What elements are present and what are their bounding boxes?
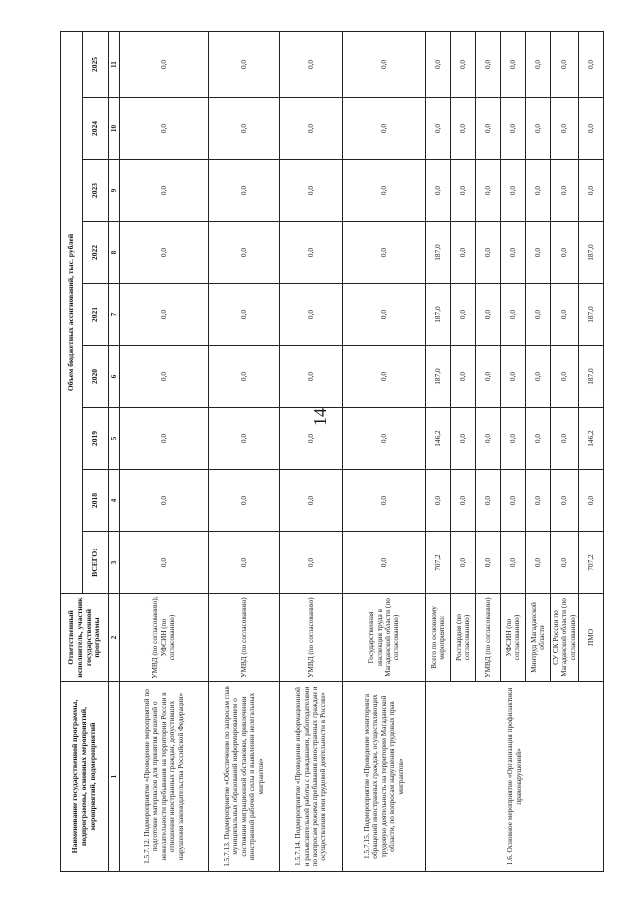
- activity-name: 1.6. Основное мероприятие «Организация профилактики правонарушений»: [426, 682, 604, 872]
- value-cell: 0,0: [120, 470, 209, 532]
- column-index: 7: [109, 284, 120, 346]
- value-cell: 187,0: [426, 346, 451, 408]
- header-year: 2019: [83, 408, 109, 470]
- value-cell: 0,0: [501, 408, 526, 470]
- budget-table: [60, 31, 604, 872]
- value-cell: 146,2: [426, 408, 451, 470]
- column-index: 5: [109, 408, 120, 470]
- header-executor-column: Ответственный исполнитель, участник государственной программы: [61, 594, 109, 682]
- column-index: 3: [109, 532, 120, 594]
- value-cell: 0,0: [476, 98, 501, 160]
- value-cell: 0,0: [426, 470, 451, 532]
- executor: Росгвардия (по согласованию): [451, 594, 476, 682]
- value-cell: 187,0: [579, 222, 604, 284]
- value-cell: 0,0: [280, 470, 343, 532]
- value-cell: 0,0: [501, 532, 526, 594]
- value-cell: 0,0: [551, 346, 579, 408]
- value-cell: 0,0: [526, 284, 551, 346]
- value-cell: 0,0: [426, 31, 451, 97]
- header-year: 2025: [83, 31, 109, 97]
- value-cell: 0,0: [526, 532, 551, 594]
- executor: УМВД (по согласованию): [209, 594, 280, 682]
- value-cell: 0,0: [209, 470, 280, 532]
- index-row: [109, 31, 120, 871]
- column-index: 10: [109, 98, 120, 160]
- value-cell: 0,0: [526, 31, 551, 97]
- value-cell: 187,0: [426, 284, 451, 346]
- value-cell: 0,0: [280, 31, 343, 97]
- header-year: 2018: [83, 470, 109, 532]
- header-year: 2024: [83, 98, 109, 160]
- value-cell: 0,0: [120, 222, 209, 284]
- value-cell: 0,0: [551, 284, 579, 346]
- value-cell: 0,0: [343, 532, 426, 594]
- column-index: 8: [109, 222, 120, 284]
- value-cell: 0,0: [526, 470, 551, 532]
- executor: УМВД (по согласованию): [280, 594, 343, 682]
- value-cell: 0,0: [451, 222, 476, 284]
- value-cell: 0,0: [280, 222, 343, 284]
- table-row: [120, 31, 209, 871]
- value-cell: 0,0: [209, 31, 280, 97]
- value-cell: 0,0: [551, 31, 579, 97]
- value-cell: 0,0: [579, 160, 604, 222]
- value-cell: 0,0: [501, 470, 526, 532]
- value-cell: 0,0: [280, 346, 343, 408]
- value-cell: 0,0: [280, 408, 343, 470]
- value-cell: 0,0: [526, 222, 551, 284]
- value-cell: 0,0: [526, 98, 551, 160]
- column-index: 4: [109, 470, 120, 532]
- value-cell: 0,0: [209, 222, 280, 284]
- value-cell: 146,2: [579, 408, 604, 470]
- value-cell: 0,0: [526, 408, 551, 470]
- value-cell: 0,0: [343, 408, 426, 470]
- value-cell: 0,0: [120, 408, 209, 470]
- value-cell: 0,0: [476, 31, 501, 97]
- executor: Государственная инспекция труда в Магаданской области (по согласованию): [343, 594, 426, 682]
- value-cell: 0,0: [209, 346, 280, 408]
- value-cell: 187,0: [579, 284, 604, 346]
- value-cell: 0,0: [209, 98, 280, 160]
- executor: Минтруд Магаданской области: [526, 594, 551, 682]
- value-cell: 0,0: [501, 346, 526, 408]
- table-row: [343, 31, 426, 871]
- value-cell: 0,0: [526, 160, 551, 222]
- value-cell: 0,0: [209, 160, 280, 222]
- value-cell: 0,0: [501, 222, 526, 284]
- value-cell: 0,0: [551, 222, 579, 284]
- value-cell: 0,0: [209, 532, 280, 594]
- page-number: 14: [310, 408, 330, 426]
- value-cell: 0,0: [120, 98, 209, 160]
- header-year: 2020: [83, 346, 109, 408]
- header-year: 2021: [83, 284, 109, 346]
- header-year: 2022: [83, 222, 109, 284]
- value-cell: 0,0: [551, 160, 579, 222]
- value-cell: 0,0: [579, 31, 604, 97]
- table-header: [61, 31, 109, 871]
- value-cell: 0,0: [343, 346, 426, 408]
- value-cell: 0,0: [579, 470, 604, 532]
- value-cell: 707,2: [579, 532, 604, 594]
- value-cell: 0,0: [343, 160, 426, 222]
- value-cell: 0,0: [501, 284, 526, 346]
- value-cell: 0,0: [280, 98, 343, 160]
- value-cell: 0,0: [120, 31, 209, 97]
- value-cell: 0,0: [476, 222, 501, 284]
- value-cell: 0,0: [551, 408, 579, 470]
- executor: УФСИН (по согласованию): [501, 594, 526, 682]
- executor: СУ СК России по Магаданской области (по согласованию): [551, 594, 579, 682]
- value-cell: 0,0: [120, 532, 209, 594]
- value-cell: 0,0: [526, 346, 551, 408]
- header-total: ВСЕГО:: [83, 532, 109, 594]
- value-cell: 0,0: [343, 470, 426, 532]
- value-cell: 0,0: [501, 31, 526, 97]
- value-cell: 187,0: [426, 222, 451, 284]
- column-index: 1: [109, 682, 120, 872]
- table-row: [280, 31, 343, 871]
- activity-name: 1.5.7.15. Подмероприятие «Проведение мониторинга обращений иностранных граждан, осуществляющих трудовую деятельность на территории Магаданской области, по вопросам нарушения трудовых прав мигрантов»: [343, 682, 426, 872]
- value-cell: 0,0: [476, 160, 501, 222]
- value-cell: 0,0: [343, 284, 426, 346]
- value-cell: 0,0: [120, 346, 209, 408]
- column-index: 9: [109, 160, 120, 222]
- value-cell: 707,2: [426, 532, 451, 594]
- activity-name: 1.5.7.12. Подмероприятие «Проведение мероприятий по подготовке материалов для принятия решений о нежелательности пребывания на территории России в отношении иностранных граждан, допустивших нарушения законодательства Российской Федерации»: [120, 682, 209, 872]
- table-row: [209, 31, 280, 871]
- value-cell: 0,0: [451, 284, 476, 346]
- value-cell: 0,0: [476, 532, 501, 594]
- value-cell: 0,0: [579, 98, 604, 160]
- value-cell: 0,0: [343, 222, 426, 284]
- value-cell: 0,0: [451, 160, 476, 222]
- value-cell: 0,0: [343, 31, 426, 97]
- value-cell: 0,0: [501, 98, 526, 160]
- executor: Всего по основному мероприятию:: [426, 594, 451, 682]
- value-cell: 0,0: [451, 408, 476, 470]
- value-cell: 0,0: [120, 160, 209, 222]
- value-cell: 0,0: [451, 346, 476, 408]
- executor: УМВД (по согласованию): [476, 594, 501, 682]
- header-year: 2023: [83, 160, 109, 222]
- activity-name: 1.5.7.14. Подмероприятие «Проведение информационной и разъяснительной работы с гражданами, работодателями по вопросам режима пребывания иностранных граждан и осуществления ими трудовой деятельности в России»: [280, 682, 343, 872]
- value-cell: 0,0: [209, 284, 280, 346]
- column-index: 2: [109, 594, 120, 682]
- value-cell: 0,0: [551, 98, 579, 160]
- value-cell: 0,0: [451, 98, 476, 160]
- header-name-column: Наименование государственной программы, подпрограммы, основных мероприятий, мероприятий, подмероприятий: [61, 682, 109, 872]
- value-cell: 0,0: [209, 408, 280, 470]
- value-cell: 0,0: [343, 98, 426, 160]
- value-cell: 0,0: [280, 284, 343, 346]
- table-row: [426, 31, 451, 871]
- value-cell: 0,0: [476, 346, 501, 408]
- value-cell: 0,0: [476, 284, 501, 346]
- value-cell: 187,0: [579, 346, 604, 408]
- column-index: 11: [109, 31, 120, 97]
- value-cell: 0,0: [501, 160, 526, 222]
- value-cell: 0,0: [551, 532, 579, 594]
- value-cell: 0,0: [451, 31, 476, 97]
- executor: ПМО: [579, 594, 604, 682]
- value-cell: 0,0: [451, 470, 476, 532]
- value-cell: 0,0: [426, 98, 451, 160]
- value-cell: 0,0: [476, 470, 501, 532]
- value-cell: 0,0: [280, 160, 343, 222]
- value-cell: 0,0: [451, 532, 476, 594]
- activity-name: 1.5.7.13. Подмероприятие «Обеспечение по запросам глав муниципальных образований информированием о состоянии миграционной обстановки, привлечении иностранной рабочей силы и выявлении нелегальных мигрантов»: [209, 682, 280, 872]
- column-index: 6: [109, 346, 120, 408]
- executor: УМВД (по согласованию); УФСИН (по согласованию): [120, 594, 209, 682]
- value-cell: 0,0: [280, 532, 343, 594]
- value-cell: 0,0: [426, 160, 451, 222]
- value-cell: 0,0: [551, 470, 579, 532]
- value-cell: 0,0: [476, 408, 501, 470]
- header-funding-group: Объем бюджетных ассигнований, тыс. рублей: [61, 31, 83, 593]
- value-cell: 0,0: [120, 284, 209, 346]
